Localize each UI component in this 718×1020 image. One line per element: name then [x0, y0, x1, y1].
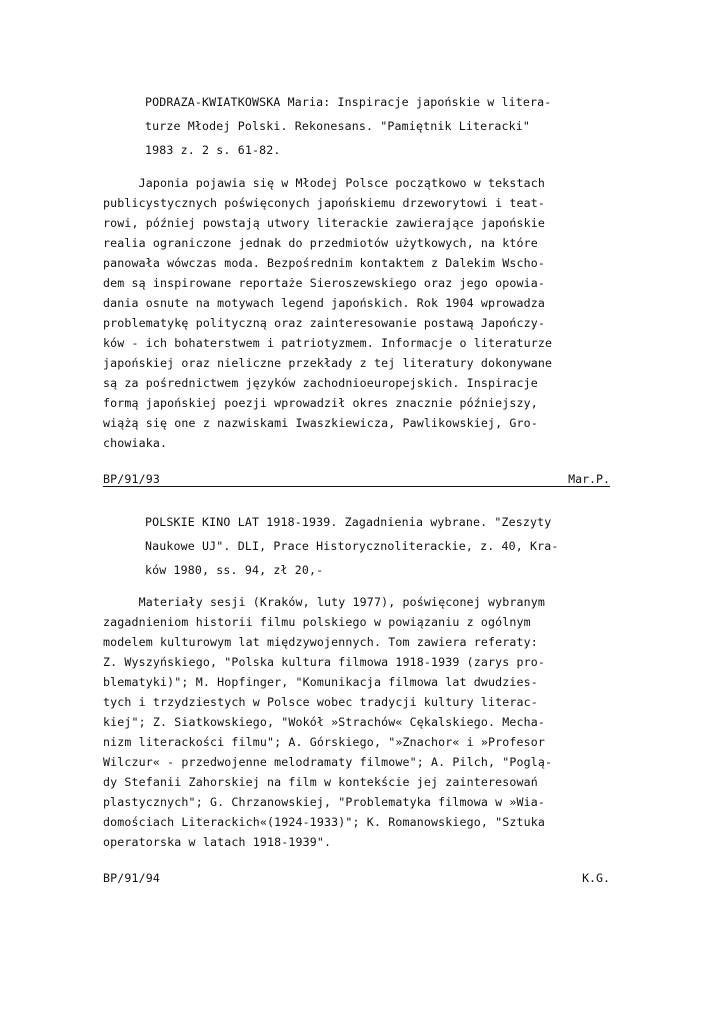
entry2-abstract-line: Wilczur« - przedwojenne melodramaty filmowe"; A. Pilch, "Poglą- — [103, 755, 553, 769]
entry2-abstract-line: tych i trzydziestych w Polsce wobec tradycji kultury literac- — [103, 695, 538, 709]
entry2-abstract-line: plastycznych"; G. Chrzanowskiej, "Problematyka filmowa w »Wia- — [103, 795, 546, 809]
entry1-abstract-line: Japonia pojawia się w Młodej Polsce początkowo w tekstach — [103, 176, 546, 190]
entry2-citation-line: POLSKIE KINO LAT 1918-1939. Zagadnienia wybrane. "Zeszyty — [145, 515, 552, 529]
entry1-abstract-line: formą japońskiej poezji wprowadził okres znacznie późniejszy, — [103, 396, 538, 410]
entry2-citation-line: ków 1980, ss. 94, zł 20,- — [145, 563, 324, 577]
entry2-abstract-line: kiej"; Z. Siatkowskiego, "Wokół »Strachów« Cękalskiego. Mecha- — [103, 715, 546, 729]
entry1-abstract-line: japońskiej oraz nieliczne przekłady z tej literatury dokonywane — [103, 356, 553, 370]
entry2-abstract-line: zagadnieniom historii filmu polskiego w powiązaniu z ogólnym — [103, 615, 531, 629]
entry1-abstract-line: są za pośrednictwem języków zachodnioeuropejskich. Inspiracje — [103, 376, 538, 390]
entry2-abstract-line: dy Stefanii Zahorskiej na film w kontekście jej zainteresowań — [103, 775, 538, 789]
entry1-abstract-line: problematykę polityczną oraz zainteresowanie postawą Japończy- — [103, 316, 546, 330]
entry1-abstract-line: ków - ich bohaterstwem i patriotyzmem. Informacje o literaturze — [103, 336, 553, 350]
entry1-abstract-line: chowiaka. — [103, 436, 168, 450]
entry2-abstract-line: Materiały sesji (Kraków, luty 1977), poświęconej wybranym — [103, 595, 546, 609]
entry1-citation-line: turze Młodej Polski. Rekonesans. "Pamiętnik Literacki" — [145, 119, 531, 133]
entry2-abstract-line: domościach Literackich«(1924-1933)"; K. Romanowskiego, "Sztuka — [103, 815, 546, 829]
entry1-id: BP/91/93 — [103, 472, 161, 486]
entry2-citation-line: Naukowe UJ". DLI, Prace Historycznoliterackie, z. 40, Kra- — [145, 539, 559, 553]
separator-rule — [103, 486, 610, 487]
entry1-abstract-line: dania osnute na motywach legend japońskich. Rok 1904 wprowadza — [103, 296, 546, 310]
entry1-signature: Mar.P. — [568, 472, 610, 486]
entry2-abstract-line: Z. Wyszyńskiego, "Polska kultura filmowa 1918-1939 (zarys pro- — [103, 655, 546, 669]
entry2-abstract-line: operatorska w latach 1918-1939". — [103, 835, 332, 849]
entry2-signature: K.G. — [582, 871, 610, 885]
entry1-abstract-line: rowi, później powstają utwory literackie zawierające japońskie — [103, 216, 546, 230]
entry1-abstract-line: realia ograniczone jednak do przedmiotów użytkowych, na które — [103, 236, 538, 250]
entry1-citation-line: PODRAZA-KWIATKOWSKA Maria: Inspiracje japońskie w litera- — [145, 95, 552, 109]
entry1-abstract-line: publicystycznych poświęconych japońskiemu drzeworytowi i teat- — [103, 196, 546, 210]
entry2-id: BP/91/94 — [103, 871, 161, 885]
entry1-abstract-line: panowała wówczas moda. Bezpośrednim kontaktem z Dalekim Wscho- — [103, 256, 546, 270]
entry1-abstract-line: wiążą się one z nazwiskami Iwaszkiewicza, Pawlikowskiej, Gro- — [103, 416, 538, 430]
entry2-abstract-line: blematyki)"; M. Hopfinger, "Komunikacja filmowa lat dwudzies- — [103, 675, 538, 689]
entry2-abstract-line: modelem kulturowym lat międzywojennych. Tom zawiera referaty: — [103, 635, 538, 649]
entry1-abstract-line: dem są inspirowane reportaże Sieroszewskiego oraz jego opowia- — [103, 276, 546, 290]
entry2-abstract-line: nizm literackości filmu"; A. Górskiego, "»Znachor« i »Profesor — [103, 735, 546, 749]
entry1-citation-line: 1983 z. 2 s. 61-82. — [145, 143, 281, 157]
